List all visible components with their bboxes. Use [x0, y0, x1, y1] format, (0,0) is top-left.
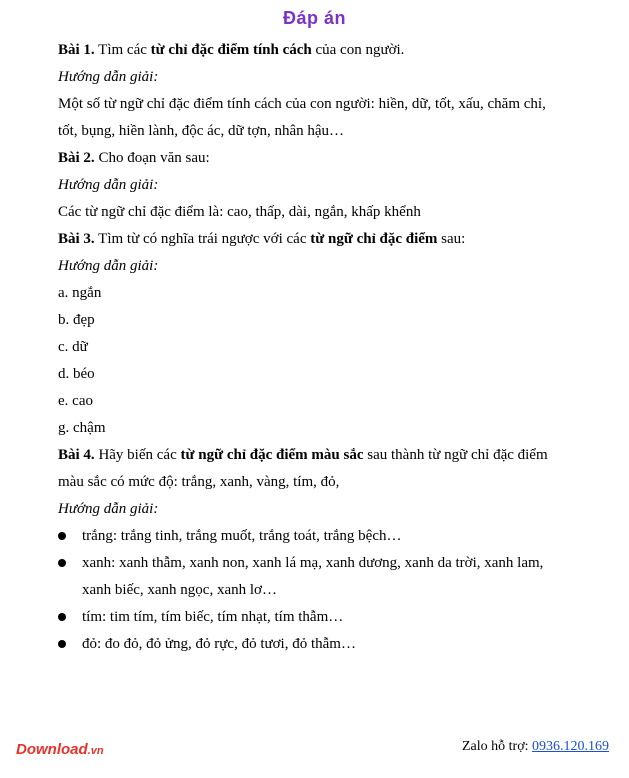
exercise-4-prompt	[58, 445, 548, 465]
exercise-2-answer: Các từ ngữ chỉ đặc điểm là: cao, thấp, dài, ngắn, khấp khểnh	[58, 204, 421, 220]
exercise-4-bold: từ ngữ chỉ đặc điểm màu sắc	[180, 447, 364, 463]
exercise-2-text: Cho đoạn văn sau:	[94, 150, 210, 166]
list-item: b. đẹp	[58, 312, 95, 328]
zalo-label: Zalo hỗ trợ:	[462, 739, 532, 754]
list-item: trắng: trắng tinh, trắng muốt, trắng toát, trắng bệch…	[82, 528, 402, 544]
exercise-3-text: Tìm từ có nghĩa trái ngược với các	[94, 231, 311, 247]
logo-suffix: .vn	[87, 745, 104, 757]
exercise-1-answer-line-2: tốt, bụng, hiền lành, độc ác, dữ tợn, nhân hậu…	[58, 123, 345, 139]
exercise-4-text-end: sau thành từ ngữ chỉ đặc điểm	[363, 447, 548, 463]
zalo-support	[462, 738, 609, 756]
hint-label: Hướng dẫn giải:	[58, 501, 159, 517]
hint-label: Hướng dẫn giải:	[58, 258, 159, 274]
exercise-3-bold: từ ngữ chỉ đặc điểm	[310, 231, 438, 247]
page-title: Đáp án	[282, 8, 346, 28]
exercise-4-prompt-line-2: màu sắc có mức độ: trắng, xanh, vàng, tím, đỏ,	[58, 474, 340, 490]
list-item: g. chậm	[58, 420, 106, 436]
logo-text: Download	[16, 741, 88, 758]
list-item: c. dữ	[58, 339, 88, 355]
exercise-3-label: Bài 3.	[58, 231, 95, 247]
hint-label: Hướng dẫn giải:	[58, 69, 159, 85]
bullet-icon	[58, 640, 66, 648]
list-item-continuation: xanh biếc, xanh ngọc, xanh lơ…	[82, 582, 277, 598]
bullet-icon	[58, 613, 66, 621]
bullet-icon	[58, 532, 66, 540]
bullet-icon	[58, 559, 66, 567]
hint-label: Hướng dẫn giải:	[58, 177, 159, 193]
exercise-1-prompt	[58, 40, 404, 60]
list-item: tím: tim tím, tím biếc, tím nhạt, tím thẫm…	[82, 609, 344, 625]
list-item: a. ngắn	[58, 285, 102, 301]
download-logo	[16, 741, 104, 758]
exercise-3-text-end: sau:	[437, 231, 466, 247]
zalo-phone-link[interactable]: 0936.120.169	[532, 739, 609, 754]
list-item: xanh: xanh thẫm, xanh non, xanh lá mạ, xanh dương, xanh da trời, xanh lam,	[82, 555, 544, 571]
exercise-1-answer-line-1: Một số từ ngữ chỉ đặc điểm tính cách của con người: hiền, dữ, tốt, xấu, chăm chỉ,	[58, 96, 546, 112]
exercise-2-prompt	[58, 148, 210, 168]
list-item: đỏ: đo đỏ, đỏ ửng, đỏ rực, đỏ tươi, đỏ thẫm…	[82, 636, 356, 652]
exercise-1-text: Tìm các	[94, 42, 151, 58]
exercise-4-label: Bài 4.	[58, 447, 95, 463]
exercise-2-label: Bài 2.	[58, 150, 95, 166]
exercise-1-bold: từ chỉ đặc điểm tính cách	[150, 42, 312, 58]
list-item: e. cao	[58, 393, 93, 409]
list-item: d. béo	[58, 366, 95, 382]
exercise-1-text-end: của con người.	[311, 42, 405, 58]
exercise-4-text: Hãy biến các	[94, 447, 181, 463]
exercise-3-prompt	[58, 229, 465, 249]
exercise-1-label: Bài 1.	[58, 42, 95, 58]
